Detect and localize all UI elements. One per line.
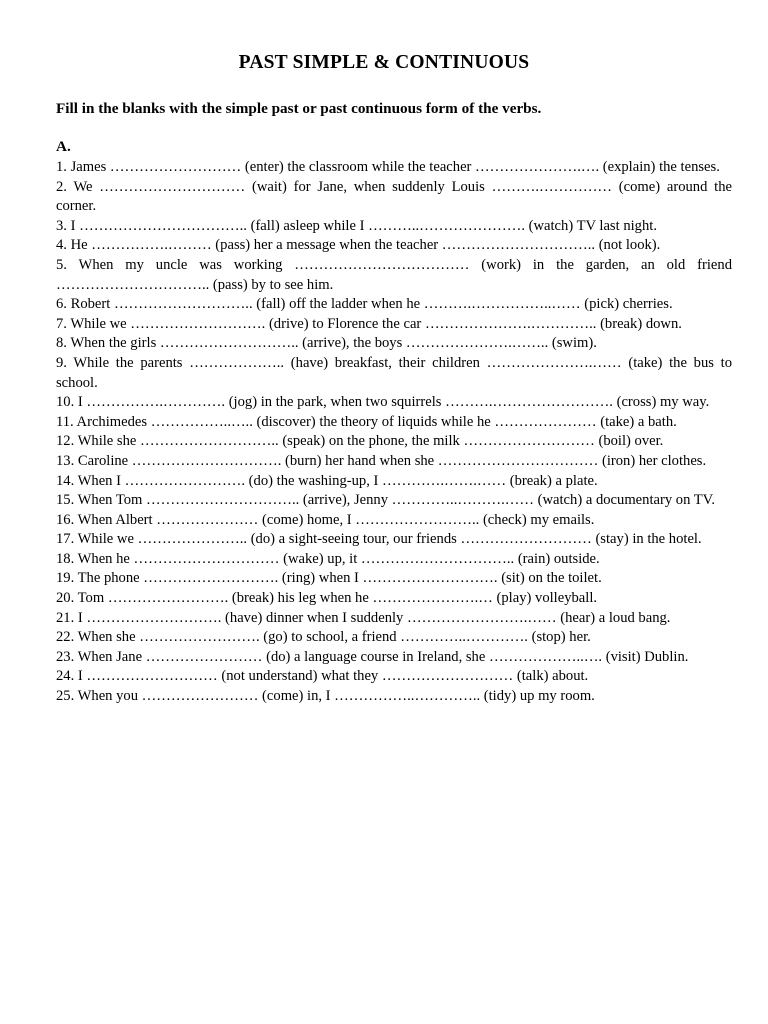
exercise-list — [56, 158, 732, 707]
exercise-item: 5. When my uncle was working ……………………………… (work) in the garden, an old friend ………………………….. (pass) by to see him. — [56, 256, 732, 293]
exercise-item: 7. While we ………………………. (drive) to Florence the car ………………….………….. (break) down. — [56, 315, 682, 332]
exercise-item: 13. Caroline …………………………. (burn) her hand when she …………………………… (iron) her clothes. — [56, 452, 707, 469]
exercise-item: 10. I …………….…………. (jog) in the park, when two squirrels ……….……………………. (cross) my way. — [56, 394, 710, 411]
exercise-item: 21. I ………………………. (have) dinner when I suddenly …………………….…… (hear) a loud bang. — [56, 609, 671, 626]
exercise-item: 19. The phone ………………………. (ring) when I ………………………. (sit) on the toilet. — [56, 570, 602, 587]
exercise-item: 14. When I ……………………. (do) the washing-up, I ………….…….…… (break) a plate. — [56, 472, 598, 489]
exercise-item: 12. While she ……………………….. (speak) on the phone, the milk ……………………… (boil) over. — [56, 433, 664, 450]
exercise-item: 16. When Albert ………………… (come) home, I …………………….. (check) my emails. — [56, 511, 595, 528]
instruction-text: Fill in the blanks with the simple past or past continuous form of the verbs. — [56, 100, 542, 117]
page-title: PAST SIMPLE & CONTINUOUS — [238, 52, 530, 73]
exercise-item: 24. I ……………………… (not understand) what they ……………………… (talk) about. — [56, 668, 589, 685]
exercise-item: 18. When he ………………………… (wake) up, it ………………………….. (rain) outside. — [56, 550, 600, 567]
exercise-item: 1. James ……………………… (enter) the classroom while the teacher ………………….…. (explain) the tenses. — [56, 159, 720, 175]
exercise-item: 20. Tom ……………………. (break) his leg when he ………………….… (play) volleyball. — [56, 590, 598, 607]
exercise-item: 8. When the girls ……………………….. (arrive), the boys ………………….…….. (swim). — [56, 335, 597, 352]
exercise-item: 9. While the parents ……………….. (have) breakfast, their children ………………….…… (take) the bus to school. — [56, 354, 732, 391]
exercise-item: 6. Robert ……………………….. (fall) off the ladder when he ……….……………..…… (pick) cherries. — [56, 296, 673, 313]
exercise-item: 17. While we ………………….. (do) a sight-seeing tour, our friends ……………………… (stay) in the hotel. — [56, 531, 702, 548]
exercise-item: 22. When she ……………………. (go) to school, a friend …………..…………. (stop) her. — [56, 629, 591, 646]
exercise-item: 4. He …………….……… (pass) her a message when the teacher ………………………….. (not look). — [56, 237, 661, 254]
exercise-item: 3. I …………………………….. (fall) asleep while I ………..…………………. (watch) TV last night. — [56, 217, 657, 234]
exercise-item: 11. Archimedes ……………..….. (discover) the theory of liquids while he ………………… (take) a bath. — [56, 413, 677, 430]
exercise-item: 25. When you …………………… (come) in, I ……………..………….. (tidy) up my room. — [56, 688, 595, 705]
exercise-item: 23. When Jane …………………… (do) a language course in Ireland, she ………………..…. (visit) Dublin. — [56, 648, 689, 665]
section-label: A. — [56, 138, 71, 155]
exercise-item: 15. When Tom ………………………….. (arrive), Jenny …………..……….…… (watch) a documentary on TV. — [56, 492, 715, 509]
exercise-item: 2. We ………………………… (wait) for Jane, when suddenly Louis ……….…………… (come) around the corner. — [56, 178, 732, 215]
